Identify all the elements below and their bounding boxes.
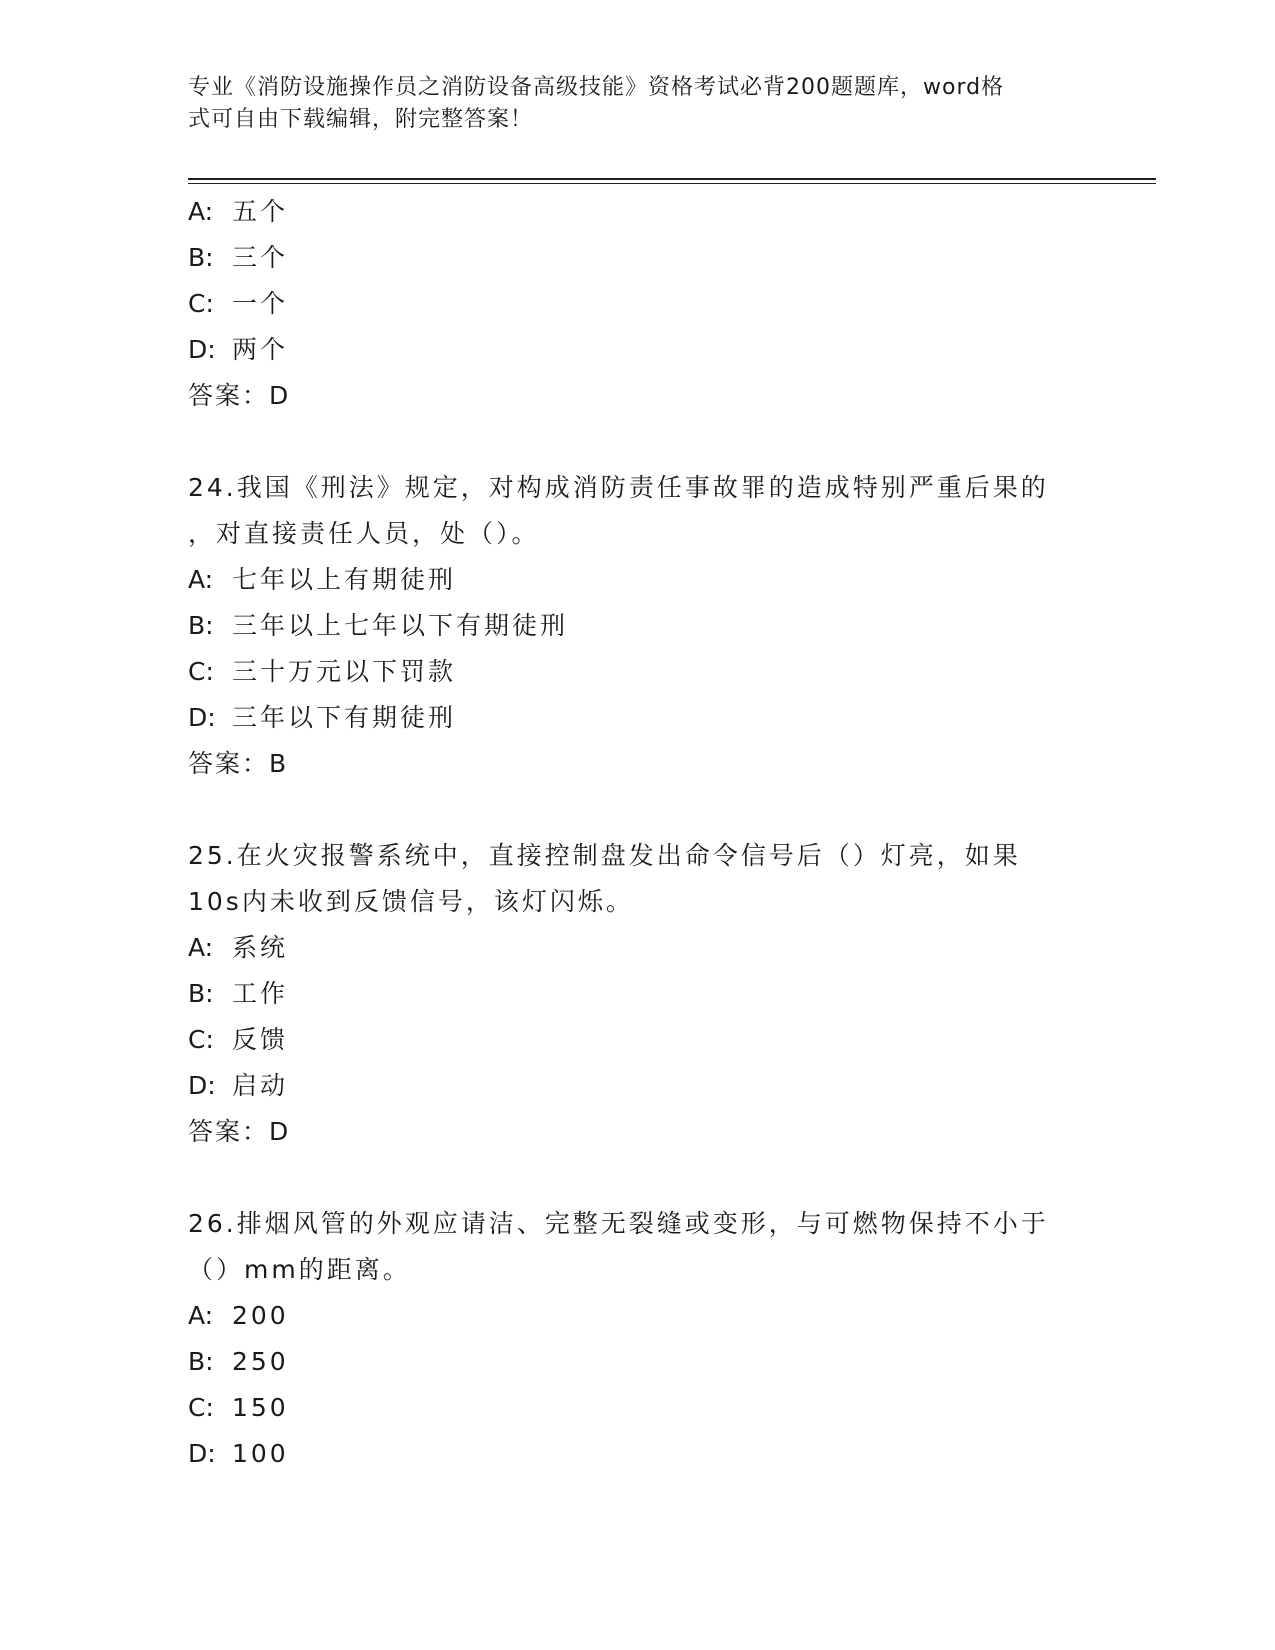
option-key: A: [188, 933, 214, 962]
option-a [188, 925, 1148, 971]
option-text: 三年以下有期徒刑 [232, 703, 457, 732]
option-key: B: [188, 979, 214, 1008]
option-key: D: [188, 703, 216, 732]
option-c [188, 649, 1148, 695]
option-key: C: [188, 289, 214, 318]
option-key: A: [188, 1301, 214, 1330]
option-c [188, 1017, 1148, 1063]
option-key: D: [188, 1071, 216, 1100]
option-d [188, 1063, 1148, 1109]
option-text: 一个 [232, 289, 289, 318]
header-line-2: 式可自由下载编辑，附完整答案！ [188, 107, 534, 132]
option-key: C: [188, 657, 214, 686]
option-text: 三十万元以下罚款 [232, 657, 457, 686]
question-text-line-1: 24.我国《刑法》规定，对构成消防责任事故罪的造成特别严重后果的 [188, 473, 1049, 502]
option-text: 250 [232, 1347, 289, 1376]
option-key: C: [188, 1393, 214, 1422]
option-text: 反馈 [232, 1025, 289, 1054]
option-key: C: [188, 1025, 214, 1054]
option-text: 200 [232, 1301, 289, 1330]
option-key: A: [188, 197, 214, 226]
option-a [188, 1293, 1148, 1339]
option-text: 两个 [232, 335, 289, 364]
option-text: 100 [232, 1439, 289, 1468]
option-c [188, 1385, 1148, 1431]
option-text: 七年以上有期徒刑 [232, 565, 457, 594]
question-text-line-1: 26.排烟风管的外观应请洁、完整无裂缝或变形，与可燃物保持不小于 [188, 1209, 1049, 1238]
option-b [188, 235, 1148, 281]
question-24 [188, 465, 1148, 787]
question-text-line-2: 10s内未收到反馈信号，该灯闪烁。 [188, 887, 634, 916]
document-header [188, 72, 1088, 136]
option-a [188, 557, 1148, 603]
option-text: 工作 [232, 979, 289, 1008]
option-key: A: [188, 565, 214, 594]
option-key: D: [188, 335, 216, 364]
header-divider-thick [188, 178, 1156, 180]
option-c [188, 281, 1148, 327]
question-text-line-2: （）mm的距离。 [188, 1255, 411, 1284]
option-d [188, 695, 1148, 741]
question-content [188, 189, 1148, 1477]
option-text: 三年以上七年以下有期徒刑 [232, 611, 569, 640]
option-key: B: [188, 1347, 214, 1376]
option-b [188, 971, 1148, 1017]
option-key: B: [188, 611, 214, 640]
option-a [188, 189, 1148, 235]
answer-line: 答案：D [188, 381, 291, 410]
question-26 [188, 1201, 1148, 1477]
option-text: 150 [232, 1393, 289, 1422]
question-23 [188, 189, 1148, 419]
option-text: 三个 [232, 243, 289, 272]
header-divider-thin [188, 183, 1156, 184]
header-line-1: 专业《消防设施操作员之消防设备高级技能》资格考试必背200题题库，word格 [188, 75, 1005, 100]
option-d [188, 1431, 1148, 1477]
option-key: D: [188, 1439, 216, 1468]
question-text-line-2: ，对直接责任人员，处（）。 [188, 519, 540, 548]
answer-line: 答案：B [188, 749, 289, 778]
question-text-line-1: 25.在火灾报警系统中，直接控制盘发出命令信号后（）灯亮，如果 [188, 841, 1021, 870]
answer-line: 答案：D [188, 1117, 291, 1146]
option-d [188, 327, 1148, 373]
question-25 [188, 833, 1148, 1155]
option-text: 五个 [232, 197, 289, 226]
option-b [188, 1339, 1148, 1385]
option-b [188, 603, 1148, 649]
option-text: 系统 [232, 933, 289, 962]
option-text: 启动 [232, 1071, 289, 1100]
option-key: B: [188, 243, 214, 272]
